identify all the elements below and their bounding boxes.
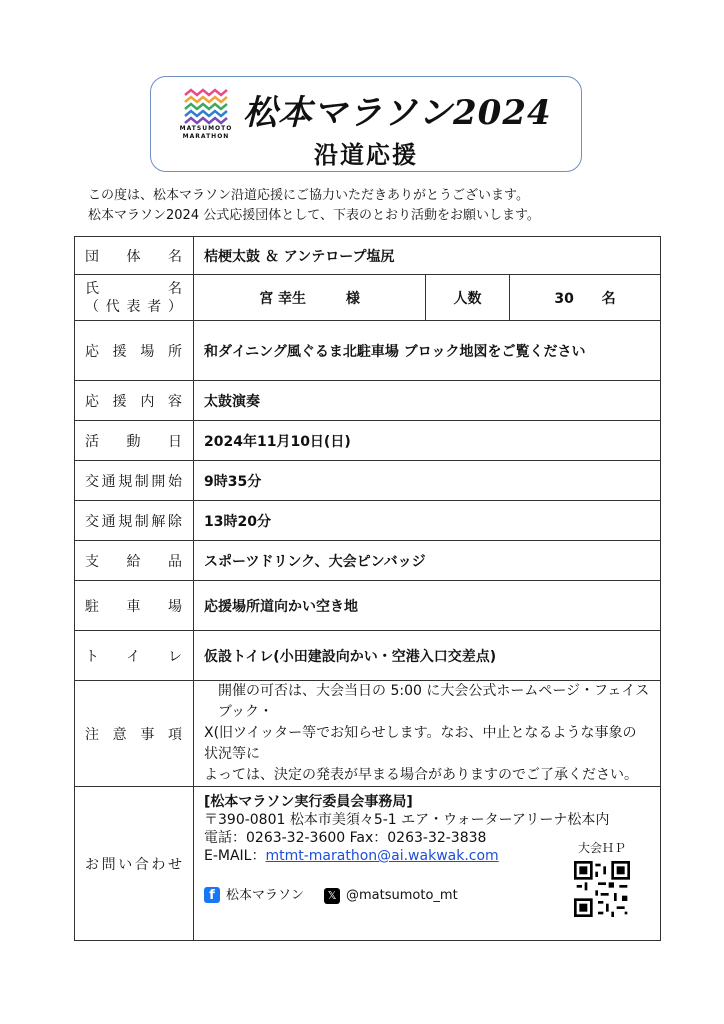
table-row bbox=[75, 681, 661, 787]
x-icon: 𝕏 bbox=[324, 888, 340, 904]
content-value: 太鼓演奏 bbox=[194, 381, 661, 421]
supplies-label: 支給品 bbox=[75, 541, 194, 581]
facebook-link[interactable] bbox=[204, 887, 304, 905]
notes-value bbox=[194, 681, 661, 787]
count-value: 30 bbox=[554, 290, 574, 307]
event-title: 松本マラソン2024 bbox=[243, 93, 552, 133]
rep-label-line2: （代表者） bbox=[85, 298, 183, 315]
intro-line-1: この度は、松本マラソン沿道応援にご協力いただきありがとうございます。 bbox=[88, 188, 529, 203]
intro-text bbox=[88, 186, 540, 226]
notes-line-2: X(旧ツイッター等でお知らせします。なお、中止となるような事象の状況等に bbox=[204, 725, 637, 762]
date-label: 活動日 bbox=[75, 421, 194, 461]
contact-cell bbox=[194, 787, 661, 941]
table-row bbox=[75, 237, 661, 275]
supplies-value: スポーツドリンク、大会ピンバッジ bbox=[194, 541, 661, 581]
date-value: 2024年11月10日(日) bbox=[194, 421, 661, 461]
group-label: 団体名 bbox=[75, 237, 194, 275]
contact-label: お問い合わせ bbox=[75, 787, 194, 941]
contact-phone: 電話：0263-32-3600 Fax：0263-32-3838 bbox=[204, 830, 487, 846]
rep-name: 宮 幸生 bbox=[259, 290, 307, 307]
parking-label: 駐車場 bbox=[75, 581, 194, 631]
reg-end-label: 交通規制解除 bbox=[75, 501, 194, 541]
table-row bbox=[75, 275, 661, 321]
contact-address: 〒390-0801 松本市美須々5-1 エア・ウォーターアリーナ松本内 bbox=[204, 812, 610, 828]
facebook-label: 松本マラソン bbox=[226, 888, 305, 903]
toilet-value: 仮設トイレ(小田建設向かい・空港入口交差点) bbox=[194, 631, 661, 681]
reg-end-value: 13時20分 bbox=[194, 501, 661, 541]
table-row bbox=[75, 421, 661, 461]
table-row bbox=[75, 501, 661, 541]
count-label: 人数 bbox=[426, 275, 510, 321]
email-link[interactable]: mtmt-marathon@ai.wakwak.com bbox=[265, 848, 499, 864]
page-subtitle: 沿道応援 bbox=[314, 141, 418, 169]
table-row bbox=[75, 631, 661, 681]
rep-honorific: 様 bbox=[345, 290, 360, 307]
count-cell bbox=[510, 275, 661, 321]
reg-start-value: 9時35分 bbox=[194, 461, 661, 501]
table-row bbox=[75, 787, 661, 941]
notes-line-1: 開催の可否は、大会当日の 5:00 に大会公式ホームページ・フェイスブック・ bbox=[218, 683, 650, 720]
info-table bbox=[74, 236, 661, 941]
marathon-logo-icon bbox=[183, 87, 229, 127]
table-row bbox=[75, 461, 661, 501]
reg-start-label: 交通規制開始 bbox=[75, 461, 194, 501]
x-handle: @matsumoto_mt bbox=[346, 888, 458, 903]
notes-label: 注意事項 bbox=[75, 681, 194, 787]
logo-caption: MATSUMOTO MARATHON bbox=[179, 125, 233, 140]
place-value: 和ダイニング風ぐるま北駐車場 ブロック地図をご覧ください bbox=[194, 321, 661, 381]
notes-line-3: よっては、決定の発表が早まる場合がありますのでご了承ください。 bbox=[204, 767, 638, 783]
contact-org: [松本マラソン実行委員会事務局] bbox=[204, 794, 413, 810]
x-link[interactable] bbox=[324, 887, 458, 905]
table-row bbox=[75, 581, 661, 631]
email-prefix: E-MAIL： bbox=[204, 848, 266, 864]
table-row bbox=[75, 541, 661, 581]
rep-name-cell bbox=[194, 275, 426, 321]
table-row bbox=[75, 321, 661, 381]
header-box bbox=[150, 76, 582, 172]
rep-label-line1: 氏名 bbox=[85, 280, 183, 297]
qr-code-icon[interactable] bbox=[574, 861, 630, 917]
intro-line-2: 松本マラソン2024 公式応援団体として、下表のとおり活動をお願いします。 bbox=[88, 208, 540, 223]
count-unit: 名 bbox=[601, 290, 616, 307]
qr-label: 大会ＨＰ bbox=[577, 841, 626, 855]
parking-value: 応援場所道向かい空き地 bbox=[194, 581, 661, 631]
content-label: 応援内容 bbox=[75, 381, 194, 421]
toilet-label: トイレ bbox=[75, 631, 194, 681]
facebook-icon: f bbox=[204, 887, 220, 903]
rep-label bbox=[75, 275, 194, 321]
table-row bbox=[75, 381, 661, 421]
group-value: 桔梗太鼓 ＆ アンテロープ塩尻 bbox=[194, 237, 661, 275]
qr-block bbox=[574, 839, 630, 922]
place-label: 応援場所 bbox=[75, 321, 194, 381]
